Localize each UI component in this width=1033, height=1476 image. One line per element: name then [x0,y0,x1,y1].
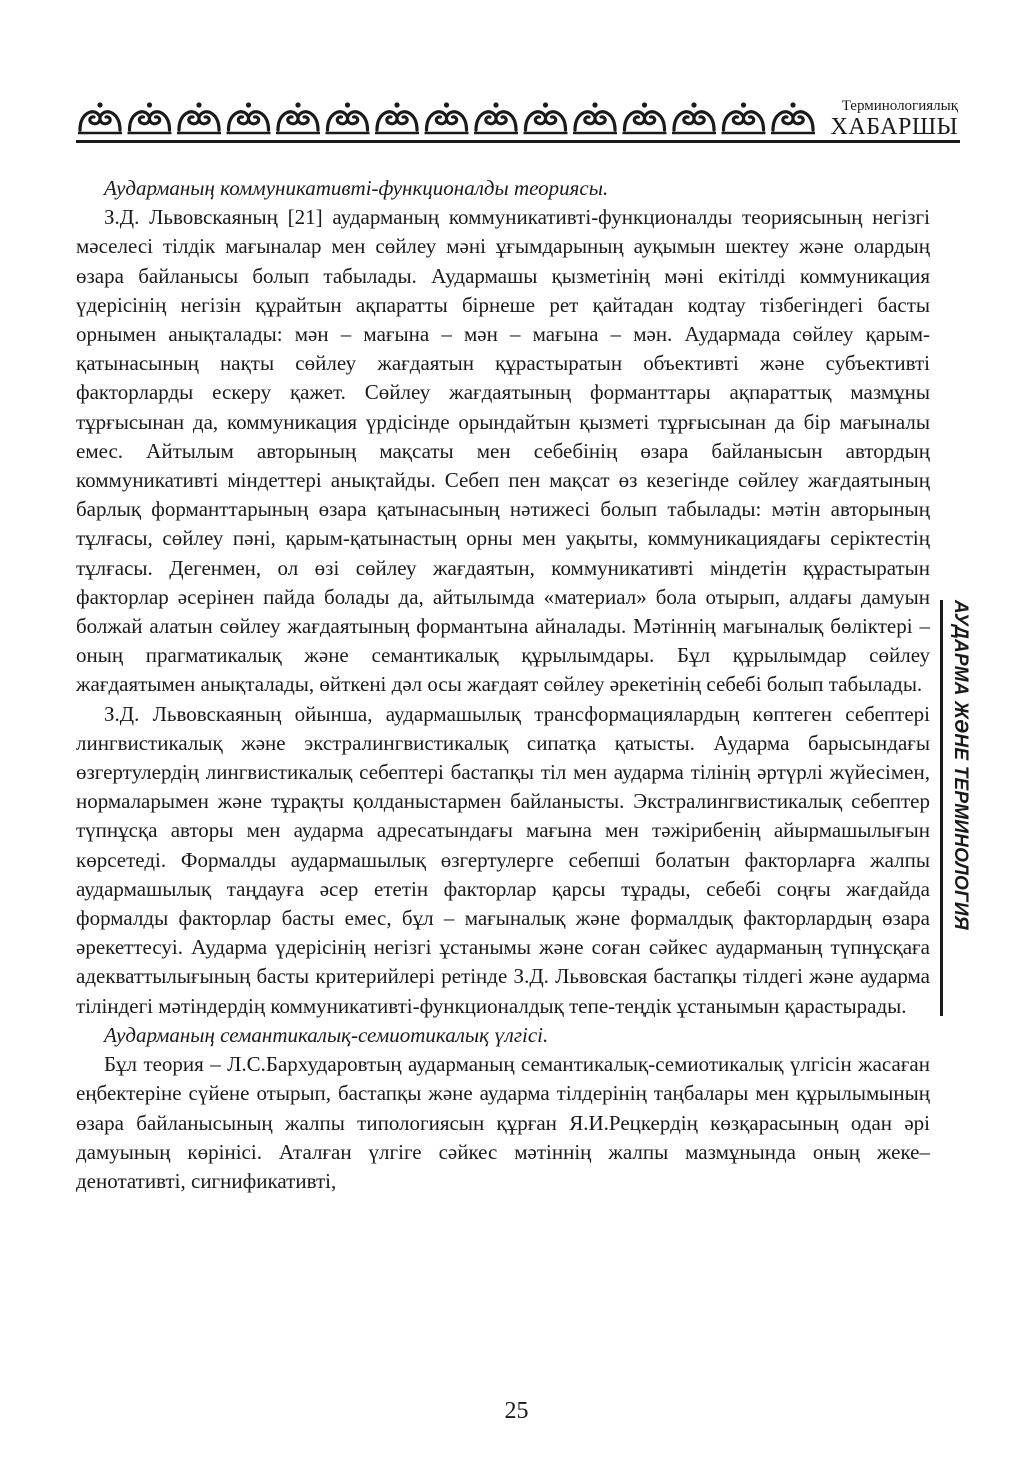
paragraph-1: З.Д. Львовскаяның [21] аударманың коммуникативті-функционалды теориясының негізгі мәселесі тілдік мағыналар мен сөйлеу мәні ұғымдарының ауқымын шектеу және олардың өзара байланысы болып табылады. Аудармашы қызметінің мәні екітілді коммуникация үдерісінің негізін құрайтын ақпаратты бірнеше рет қайтадан кодтау тізбегіндегі басты орнымен анықталады: мән – мағына – мән – мағына – мән. Аудармада сөйлеу қарым-қатынасының нақты сөйлеу жағдаятын құрастыратын объективті және субъективті факторларды ескеру қажет. Сөйлеу жағдаятының форманттары ақпараттық мазмұны тұрғысынан да, коммуникация үрдісінде орындайтын қызметі тұрғысынан да бір мағыналы емес. Айтылым авторының мақсаты мен себебінің өзара байланысын автордың коммуникативті міндеттері анықтайды. Себеп пен мақсат өз кезегінде сөйлеу жағдаятының барлық форманттарының өзара қатынасының нәтижесі болып табылады: мәтін авторының тұлғасы, сөйлеу пәні, қарым-қатынастың орны мен уақыты, коммуникациядағы серіктестің тұлғасы. Дегенмен, ол өзі сөйлеу жағдаятын, коммуникативті міндетін құрастыратын факторлар әсерінен пайда болады да, айтылымда «материал» бола отырып, алдағы дамуын болжай алатын сөйлеу жағдаятының формантына айналады. Мәтіннің мағыналық бөліктері – оның прагматикалық және семантикалық құрылымдары. Бұл құрылымдар сөйлеу жағдаятымен анықталады, өйткені дәл осы жағдаят сөйлеу әрекетінің себебі болып табылады. [76,205,930,697]
kazakh-ornament-band-icon [76,100,820,138]
paragraph-3: Бұл теория – Л.С.Бархударовтың аударманың семантикалық-семиотикалық үлгісін жасаған еңбектеріне сүйене отырып, бастапқы және аударма тілдерінің таңбалары мен құрылымының өзара байланысының жалпы типологиясын құрған Я.И.Рецкердің көзқарасының одан әрі дамуының көрінісі. Аталған үлгіге сәйкес мәтіннің жалпы мазмұнында оның жеке–денотативті, сигнификативті, [76,1052,930,1193]
header-divider [76,140,960,143]
section-side-label: АУДАРМА ЖӘНЕ ТЕРМИНОЛОГИЯ [950,600,971,930]
journal-title-small: Терминологиялық [841,98,958,114]
paragraph-2: З.Д. Львовскаяның ойынша, аудармашылық трансформациялардың көптеген себептері лингвистикалық және экстралингвистикалық сипатқа қатысты. Аударма барысындағы өзгертулердің лингвистикалық себептері бастапқы тіл мен аударма тілінің әртүрлі жүйесімен, нормаларымен және тұрақты қолданыстармен байланысты. Экстралингвистикалық себептер түпнұсқа авторы мен аударма адресатындағы мағына мен тәжірибенің айырмашылығын көрсетеді. Формалды аудармашылық өзгертулерге себепші болатын факторларға жалпы аудармашылық таңдауға әсер ететін факторлар қарсы тұрады, себебі соңғы жағдайда формалды факторлар басты емес, бұл – мағыналық және формалдық факторлардың өзара әрекеттесуі. Аударма үдерісінің негізгі ұстанымы және соған сәйкес аударманың түпнұсқаға адекваттылығының басты критерийлері ретінде З.Д. Львовская бастапқы тілдегі және аударма тіліндегі мәтіндердің коммуникативті-функционалдық тепе-теңдік ұстанымын қарастырады. [76,701,930,1018]
section-side-tab [940,600,971,1016]
section-heading-communicative: Аударманың коммуникативті-функционалды теориясы. [104,176,609,200]
journal-title-main: ХАБАРШЫ [830,114,958,140]
section-heading-semantic: Аударманың семантикалық-семиотикалық үлгісі. [104,1022,549,1047]
article-body [76,174,930,1196]
journal-header [76,96,960,148]
page-number: 25 [504,1398,529,1424]
